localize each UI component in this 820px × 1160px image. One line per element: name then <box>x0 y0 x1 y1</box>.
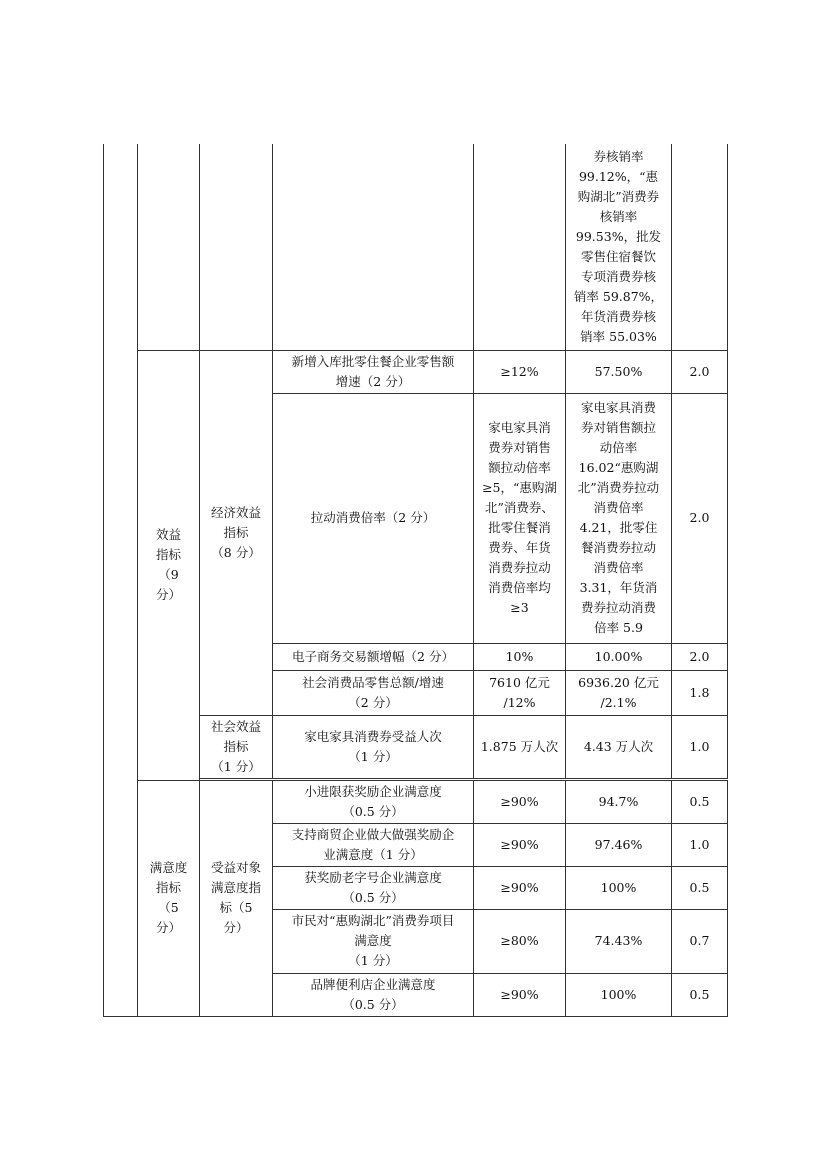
target-value <box>474 393 566 643</box>
cell-line: （0.5 分） <box>342 889 404 905</box>
cell-line: 99.53%，批发 <box>575 228 662 244</box>
target-value <box>474 670 566 715</box>
cell-line: 家电家具消 <box>488 420 551 435</box>
indicator-name <box>273 643 474 670</box>
actual-value <box>566 973 672 1016</box>
cell-line: 核销率 <box>599 208 638 224</box>
cell-line: 6936.20 亿元 <box>578 674 659 690</box>
cell-line: 满意度 <box>354 933 392 948</box>
subcategory-cell-blank <box>200 144 273 350</box>
cell-line: 电子商务交易额增幅（2 分） <box>292 648 454 664</box>
cell-line: 消费倍率均 <box>488 580 551 595</box>
score-value: 0.7 <box>672 909 728 973</box>
cell-line: 3.31，年货消 <box>579 580 658 595</box>
cell-line: 费券、年货 <box>488 540 551 555</box>
cell-line: 满意度 <box>149 860 188 875</box>
score-value: 2.0 <box>672 393 728 643</box>
cell-line: 获奖励老字号企业满意度 <box>304 869 442 885</box>
cell-line: 餐消费券拉动 <box>580 540 656 555</box>
cell-line: （9 <box>158 567 179 582</box>
cell-line: 家电家具消费券受益人次 <box>304 728 442 744</box>
cell-line: 费券拉动消费 <box>580 600 656 615</box>
cell-line: 专项消费券核 <box>580 268 656 284</box>
cell-line: 增速（2 分） <box>335 373 411 389</box>
cell-line: 指标 <box>223 524 249 540</box>
social-benefit-subcategory <box>200 715 273 778</box>
category-cell-blank <box>138 144 200 350</box>
actual-value <box>566 393 672 643</box>
cell-line: 分） <box>155 587 181 602</box>
indicator-name <box>273 909 474 973</box>
cell-line: 指标 <box>155 547 181 562</box>
target-value <box>474 350 566 393</box>
cell-line: 家电家具消费 <box>580 400 656 415</box>
actual-value <box>566 715 672 778</box>
indicator-name <box>273 780 474 823</box>
cell-line: 零售住宿餐饮 <box>580 248 656 264</box>
cell-line: 批零住餐消 <box>488 520 551 535</box>
cell-line: ≥5，“惠购湖 <box>482 480 557 495</box>
actual-value <box>566 350 672 393</box>
cell-line: 消费倍率 <box>593 500 644 515</box>
score-value: 0.5 <box>672 780 728 823</box>
cell-line: ≥12% <box>500 363 539 379</box>
cell-line: 新增入库批零住餐企业零售额 <box>291 353 455 369</box>
cell-line: （8 分） <box>211 544 261 560</box>
actual-value <box>566 780 672 823</box>
actual-value <box>566 866 672 909</box>
satisfaction-indicator-category <box>138 780 200 1016</box>
cell-line: 16.02“惠购湖 <box>578 460 659 475</box>
score-value: 1.8 <box>672 670 728 715</box>
cell-line: 10% <box>505 648 534 664</box>
indicator-name <box>273 393 474 643</box>
cell-line: 销率 59.87%， <box>573 288 664 304</box>
cell-line: （1 分） <box>348 748 398 764</box>
score-value: 0.5 <box>672 866 728 909</box>
cell-line: 效益 <box>155 527 181 542</box>
first-level-column-blank <box>104 144 138 1016</box>
target-value <box>474 973 566 1016</box>
cell-line: （1 分） <box>348 953 398 968</box>
cell-line: 动倍率 <box>599 440 638 455</box>
indicator-cell-blank <box>273 144 474 350</box>
cell-line: 分） <box>223 920 249 935</box>
cell-line: 品牌便利店企业满意度 <box>310 976 436 992</box>
cell-line: 97.46% <box>594 836 643 852</box>
cell-line: （2 分） <box>348 694 398 710</box>
beneficiary-satisfaction-subcategory <box>200 780 273 1016</box>
indicator-name <box>273 866 474 909</box>
cell-line: 年货消费券核 <box>580 308 656 324</box>
cell-line: /2.1% <box>600 694 637 710</box>
score-value: 2.0 <box>672 643 728 670</box>
cell-line: ≥90% <box>500 986 539 1002</box>
cell-line: 小进限获奖励企业满意度 <box>304 783 442 799</box>
cell-line: 57.50% <box>594 363 643 379</box>
cell-line: 94.7% <box>598 793 639 809</box>
cell-line: （0.5 分） <box>342 803 404 819</box>
actual-value <box>566 670 672 715</box>
cell-line: 社会消费品零售总额/增速 <box>302 674 444 690</box>
indicator-name <box>273 823 474 866</box>
cell-line: 标（5 <box>219 900 253 915</box>
target-value <box>474 823 566 866</box>
cell-line: 社会效益 <box>210 718 261 734</box>
cell-line: 受益对象 <box>210 860 261 875</box>
benefit-indicator-category <box>138 350 200 780</box>
table-row <box>104 350 728 393</box>
performance-indicator-table <box>103 144 728 1017</box>
cell-line: 券对销售额拉 <box>580 420 656 435</box>
cell-line: 100% <box>600 879 637 895</box>
cell-line: ≥90% <box>500 879 539 895</box>
cell-line: 1.875 万人次 <box>480 738 559 754</box>
target-value <box>474 715 566 778</box>
cell-line: ≥90% <box>500 836 539 852</box>
cell-line: 支持商贸企业做大做强奖励企 <box>291 826 455 842</box>
cell-line: 74.43% <box>594 933 643 948</box>
cell-line: 北”消费券、 <box>485 500 554 515</box>
actual-value <box>566 909 672 973</box>
target-value <box>474 780 566 823</box>
indicator-name <box>273 670 474 715</box>
cell-line: 消费倍率 <box>593 560 644 575</box>
cell-line: 满意度指 <box>210 880 261 895</box>
cell-line: 100% <box>600 986 637 1002</box>
cell-line: （0.5 分） <box>342 996 404 1012</box>
cell-line: 4.43 万人次 <box>583 738 654 754</box>
indicator-name <box>273 715 474 778</box>
cell-line: 北”消费券拉动 <box>577 480 660 495</box>
cell-line: 费券对销售 <box>488 440 551 455</box>
score-cell-blank <box>672 144 728 350</box>
cell-line: /12% <box>503 694 536 710</box>
indicator-name <box>273 350 474 393</box>
cell-line: 分） <box>155 920 181 935</box>
target-value <box>474 909 566 973</box>
score-value: 1.0 <box>672 715 728 778</box>
cell-line: 10.00% <box>594 648 643 664</box>
cell-line: 4.21，批零住 <box>579 520 658 535</box>
indicator-name <box>273 973 474 1016</box>
cell-line: 7610 亿元 <box>489 674 550 690</box>
cell-line: 销率 55.03% <box>580 328 657 344</box>
cell-line: 拉动消费倍率（2 分） <box>310 510 436 525</box>
actual-value <box>566 643 672 670</box>
cell-line: ≥80% <box>500 933 539 948</box>
cell-line: ≥3 <box>510 600 529 615</box>
cell-line: （1 分） <box>211 758 261 774</box>
cell-line: 倍率 5.9 <box>594 620 643 635</box>
score-value: 2.0 <box>672 350 728 393</box>
score-value: 0.5 <box>672 973 728 1016</box>
cell-line: ≥90% <box>500 793 539 809</box>
cell-line: 券核销率 <box>593 148 644 164</box>
cell-line: （5 <box>158 900 179 915</box>
actual-value-cell <box>566 144 672 350</box>
cell-line: 指标 <box>155 880 181 895</box>
economic-benefit-subcategory <box>200 350 273 715</box>
score-value: 1.0 <box>672 823 728 866</box>
target-value <box>474 866 566 909</box>
table-row <box>104 780 728 823</box>
cell-line: 市民对“惠购湖北”消费券项目 <box>291 913 455 928</box>
continued-row <box>104 144 728 350</box>
cell-line: 消费券拉动 <box>488 560 551 575</box>
cell-line: 指标 <box>223 738 249 754</box>
cell-line: 经济效益 <box>210 504 261 520</box>
cell-line: 额拉动倍率 <box>488 460 551 475</box>
cell-line: 业满意度（1 分） <box>323 846 423 862</box>
target-cell-blank <box>474 144 566 350</box>
actual-value <box>566 823 672 866</box>
cell-line: 购湖北”消费券 <box>577 188 660 204</box>
target-value <box>474 643 566 670</box>
cell-line: 99.12%，“惠 <box>578 168 659 184</box>
